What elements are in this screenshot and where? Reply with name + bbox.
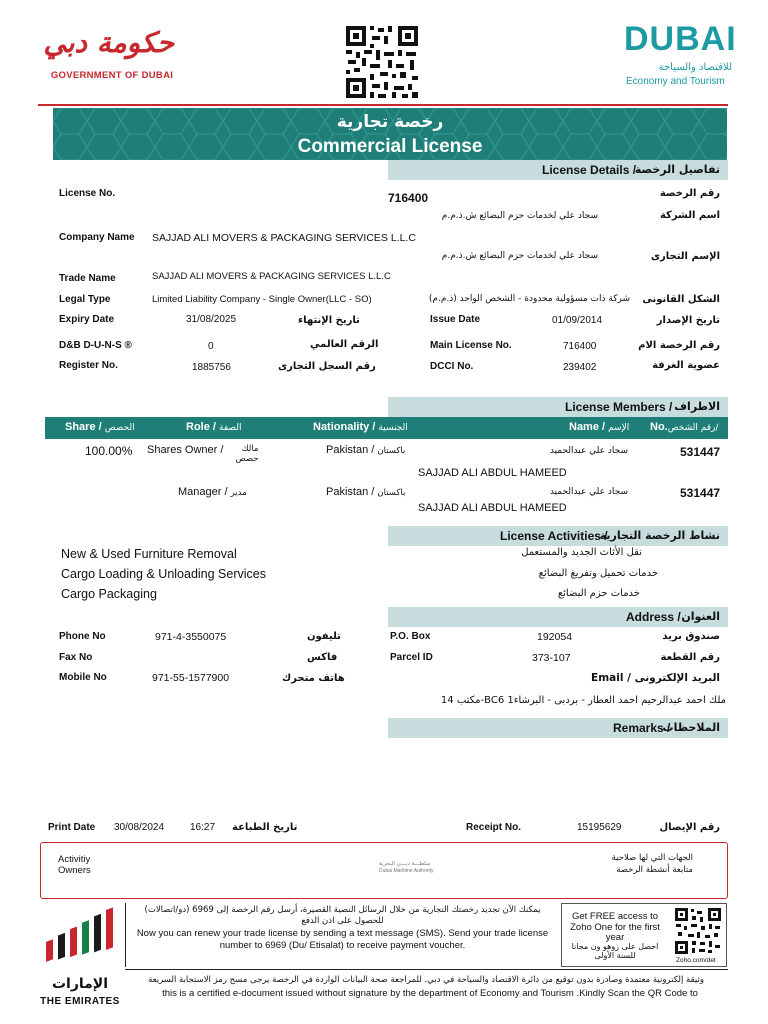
col-name [569, 421, 629, 433]
activity-owners-label-2: Owners [58, 865, 91, 876]
banner-title-english: Commercial License [297, 136, 483, 157]
receipt-ar-label: رقم الإيصال [659, 822, 720, 833]
member-name-ar: سجاد علي عبدالحميد [549, 487, 628, 497]
pobox-label: P.O. Box [390, 631, 431, 642]
fax-label: Fax No [59, 652, 93, 663]
company-name-ar-value: سجاد علي لخدمات حزم البضائع ش.ذ.م.م [441, 211, 598, 221]
member-role-ar: مدير [230, 488, 247, 498]
gov-logo-arabic: حكومة دبي [43, 26, 174, 59]
trade-name-label: Trade Name [59, 273, 116, 284]
remarks-heading-ar: الملاحظات [662, 721, 720, 734]
activity-en: Cargo Loading & Unloading Services [61, 567, 266, 581]
title-banner [53, 108, 727, 160]
member-nationality-ar: باكستان [377, 488, 406, 498]
dcci-no-value: 239402 [563, 362, 597, 373]
license-details-heading-ar: تفاصيل الرخصة [634, 163, 720, 176]
phone-label: Phone No [59, 631, 106, 642]
pobox-ar-label: صندوق بريد [662, 631, 720, 642]
duns-ar-label: الرقم العالمي [310, 339, 379, 350]
print-time-value: 16:27 [190, 822, 216, 833]
trade-name-ar-label: الإسم التجارى [650, 251, 720, 262]
remarks-heading-en: Remarks / [613, 721, 671, 735]
col-nationality [313, 421, 408, 433]
license-activities-heading-en: License Activities / [500, 529, 608, 543]
col-no-ar: رقم الشخص/ [667, 423, 719, 433]
mobile-ar-label: هاتف متحرك [282, 673, 345, 684]
col-role-ar: الصفة [219, 423, 242, 433]
zoho-url: Zoho.com/det [676, 957, 716, 964]
address-heading-ar: العنوان [681, 610, 720, 623]
footer-vertical-divider [125, 903, 126, 967]
address-line: ملك احمد عبدالرحيم احمد العطار - بردبى - البرشاء1 BC6-مكتب 14 [440, 695, 726, 706]
renew-message-en: Now you can renew your trade license by sending a text message (SMS). Send your trade license number to 6969 (Du/ Etisalat) to receive payment voucher. [136, 928, 549, 951]
activity-owners-label-1: Activitiy [58, 854, 91, 865]
footer-horizontal-divider [125, 969, 728, 970]
col-role-en: Role / [186, 421, 220, 433]
trade-name-value: SAJJAD ALI MOVERS & PACKAGING SERVICES L.L.C [152, 271, 391, 282]
fax-ar-label: فاكس [307, 652, 338, 663]
member-share: 100.00% [85, 444, 133, 458]
activity-en: Cargo Packaging [61, 587, 157, 601]
print-date-label: Print Date [48, 822, 96, 833]
company-name-label: Company Name [59, 232, 135, 243]
license-details-heading-en: License Details / [542, 163, 637, 177]
renew-message-ar: يمكنك الآن تجديد رخصتك التجارية من خلال الرسائل النصية القصيرة، أرسل رقم الرخصة إلى 6969 (دو/اتصالات) للحصول على اذن الدفع [144, 905, 541, 926]
license-no-value: 716400 [388, 191, 429, 205]
member-nationality-en: Pakistan / [326, 444, 378, 456]
issue-date-label: Issue Date [430, 314, 481, 325]
disclaimer-ar: وثيقة إلكترونية معتمدة وصادرة بدون توقيع من دائرة الاقتصاد والسياحة في دبي. للمراجعة صحة البيانات الواردة في الرخصة يرجى مسح رمز الاستجابة السريعة [148, 975, 704, 985]
duns-label: D&B D-U-N-S ® [59, 340, 132, 351]
email-label: البريد الإلكترونى / Email [591, 672, 720, 684]
legal-type-ar-label: الشكل القانونى [642, 294, 720, 305]
expiry-date-label: Expiry Date [59, 314, 115, 325]
legal-type-label: Legal Type [59, 294, 111, 305]
register-no-value: 1885756 [192, 362, 231, 373]
member-name-en: SAJJAD ALI ABDUL HAMEED [418, 502, 567, 514]
member-name-en: SAJJAD ALI ABDUL HAMEED [418, 467, 567, 479]
company-name-value: SAJJAD ALI MOVERS & PACKAGING SERVICES L.L.C [152, 232, 416, 244]
member-nationality [326, 486, 405, 498]
det-logo-arabic: للاقتصاد والسياحة [658, 62, 732, 73]
dubai-maritime-authority-en: Dubai Maritime Authority [379, 868, 434, 874]
activity-ar: خدمات حزم البضائع [557, 588, 640, 599]
top-qr-code [344, 24, 420, 100]
gov-logo-english: GOVERNMENT OF DUBAI [50, 70, 174, 81]
emirates-logo-ar: الإمارات [51, 976, 109, 992]
col-number [650, 421, 718, 433]
disclaimer-en: this is a certified e-document issued without signature by the department of Economy and Tourism .Kindly Scan the QR Code to [162, 988, 698, 999]
print-date-value: 30/08/2024 [114, 822, 165, 833]
zoho-promo-en: Get FREE access to Zoho One for the first year [570, 911, 660, 943]
phone-ar-label: تليفون [307, 631, 341, 642]
member-role-en: Shares Owner / [147, 444, 227, 456]
main-license-value: 716400 [563, 341, 597, 352]
license-members-heading [388, 397, 728, 417]
address-heading [388, 607, 728, 627]
duns-value: 0 [208, 341, 214, 352]
col-no-en: No. [650, 421, 668, 433]
col-share-en: Share / [65, 421, 105, 433]
license-no-ar-label: رقم الرخصة [659, 188, 720, 199]
trade-name-ar-value: سجاد علي لخدمات حزم البضائع ش.ذ.م.م [441, 251, 598, 261]
det-logo-english: Economy and Tourism [626, 76, 725, 87]
receipt-label: Receipt No. [466, 822, 522, 833]
receipt-value: 15195629 [577, 822, 622, 833]
emirates-logo-en: THE EMIRATES [40, 996, 120, 1007]
member-nationality-ar: باكستان [377, 446, 406, 456]
member-nationality-en: Pakistan / [326, 486, 378, 498]
expiry-date-value: 31/08/2025 [186, 314, 237, 325]
qr-code-icon [344, 24, 420, 100]
register-no-label: Register No. [59, 360, 118, 371]
col-share-ar: الحصص [104, 423, 135, 433]
emirates-flag-bars-icon [40, 902, 120, 972]
license-no-label: License No. [59, 188, 116, 199]
member-name-ar: سجاد علي عبدالحميد [549, 446, 628, 456]
dcci-no-label: DCCI No. [430, 361, 474, 372]
issue-date-value: 01/09/2014 [552, 315, 603, 326]
license-activities-heading [388, 526, 728, 546]
zoho-qr-code-icon [674, 907, 722, 955]
dubai-economy-tourism-logo [620, 20, 740, 90]
member-role [147, 444, 258, 464]
parcel-id-value: 373-107 [532, 652, 571, 664]
mobile-label: Mobile No [59, 672, 107, 683]
license-activities-heading-ar: نشاط الرخصة التجارية [599, 529, 720, 542]
parcel-id-label: Parcel ID [390, 652, 433, 663]
zoho-promo-box [561, 903, 727, 967]
member-role-en: Manager / [178, 486, 231, 498]
license-details-heading [388, 160, 728, 180]
legal-type-value: Limited Liability Company - Single Owner(LLC - SO) [152, 294, 372, 305]
address-heading-en: Address / [626, 610, 681, 624]
zoho-promo-ar: احصل على زوهو ون مجانا للسنة الأولى [571, 942, 659, 960]
col-nationality-en: Nationality / [313, 421, 379, 433]
issue-date-ar-label: تاريخ الإصدار [656, 315, 720, 326]
dubai-logo-word: DUBAI [624, 20, 737, 58]
pobox-value: 192054 [537, 631, 573, 643]
company-name-ar-label: اسم الشركة [659, 210, 720, 221]
member-number: 531447 [680, 486, 721, 500]
government-of-dubai-logo [42, 22, 182, 88]
dubai-maritime-authority-ar: سلطـــة دبـــي البحرية [379, 861, 431, 867]
mobile-value: 971-55-1577900 [152, 672, 230, 684]
activity-ar: خدمات تحميل وتفريغ البضائع [538, 568, 658, 579]
activity-owners-box [40, 842, 728, 899]
col-share [65, 421, 135, 433]
activity-owners-right-1: الجهات التي لها صلاحية [611, 853, 693, 863]
member-nationality [326, 444, 405, 456]
col-role [186, 421, 241, 433]
register-no-ar-label: رقم السجل التجارى [278, 361, 376, 372]
col-nationality-ar: الجنسية [378, 423, 408, 433]
main-license-label: Main License No. [430, 340, 512, 351]
member-role-ar: مالك حصص [235, 444, 259, 464]
license-members-heading-ar: الاطراف [674, 400, 720, 413]
banner-title-arabic: رخصة تجارية [336, 112, 444, 132]
col-name-ar: الإسم [608, 423, 630, 433]
parcel-id-ar-label: رقم القطعة [660, 652, 720, 663]
main-license-ar-label: رقم الرخصة الام [638, 340, 720, 351]
activity-en: New & Used Furniture Removal [61, 547, 237, 561]
expiry-date-ar-label: تاريخ الإنتهاء [298, 315, 360, 326]
dcci-no-ar-label: عضوية الغرفة [652, 360, 720, 371]
member-role [178, 486, 247, 498]
phone-value: 971-4-3550075 [155, 631, 227, 643]
col-name-en: Name / [569, 421, 609, 433]
activity-owners-right-2: متابعة أنشطة الرخصة [616, 865, 693, 875]
legal-type-ar-value: شركة ذات مسؤولية محدودة - الشخص الواحد (ذ.م.م) [428, 294, 630, 304]
activity-ar: نقل الأثاث الجديد والمستعمل [521, 547, 642, 558]
header-divider [38, 104, 728, 106]
the-emirates-logo [40, 902, 120, 1012]
member-number: 531447 [680, 445, 721, 459]
license-members-heading-en: License Members / [565, 400, 673, 414]
members-table-header [45, 417, 728, 439]
remarks-heading [388, 718, 728, 738]
print-date-ar-label: تاريخ الطباعة [232, 822, 298, 833]
